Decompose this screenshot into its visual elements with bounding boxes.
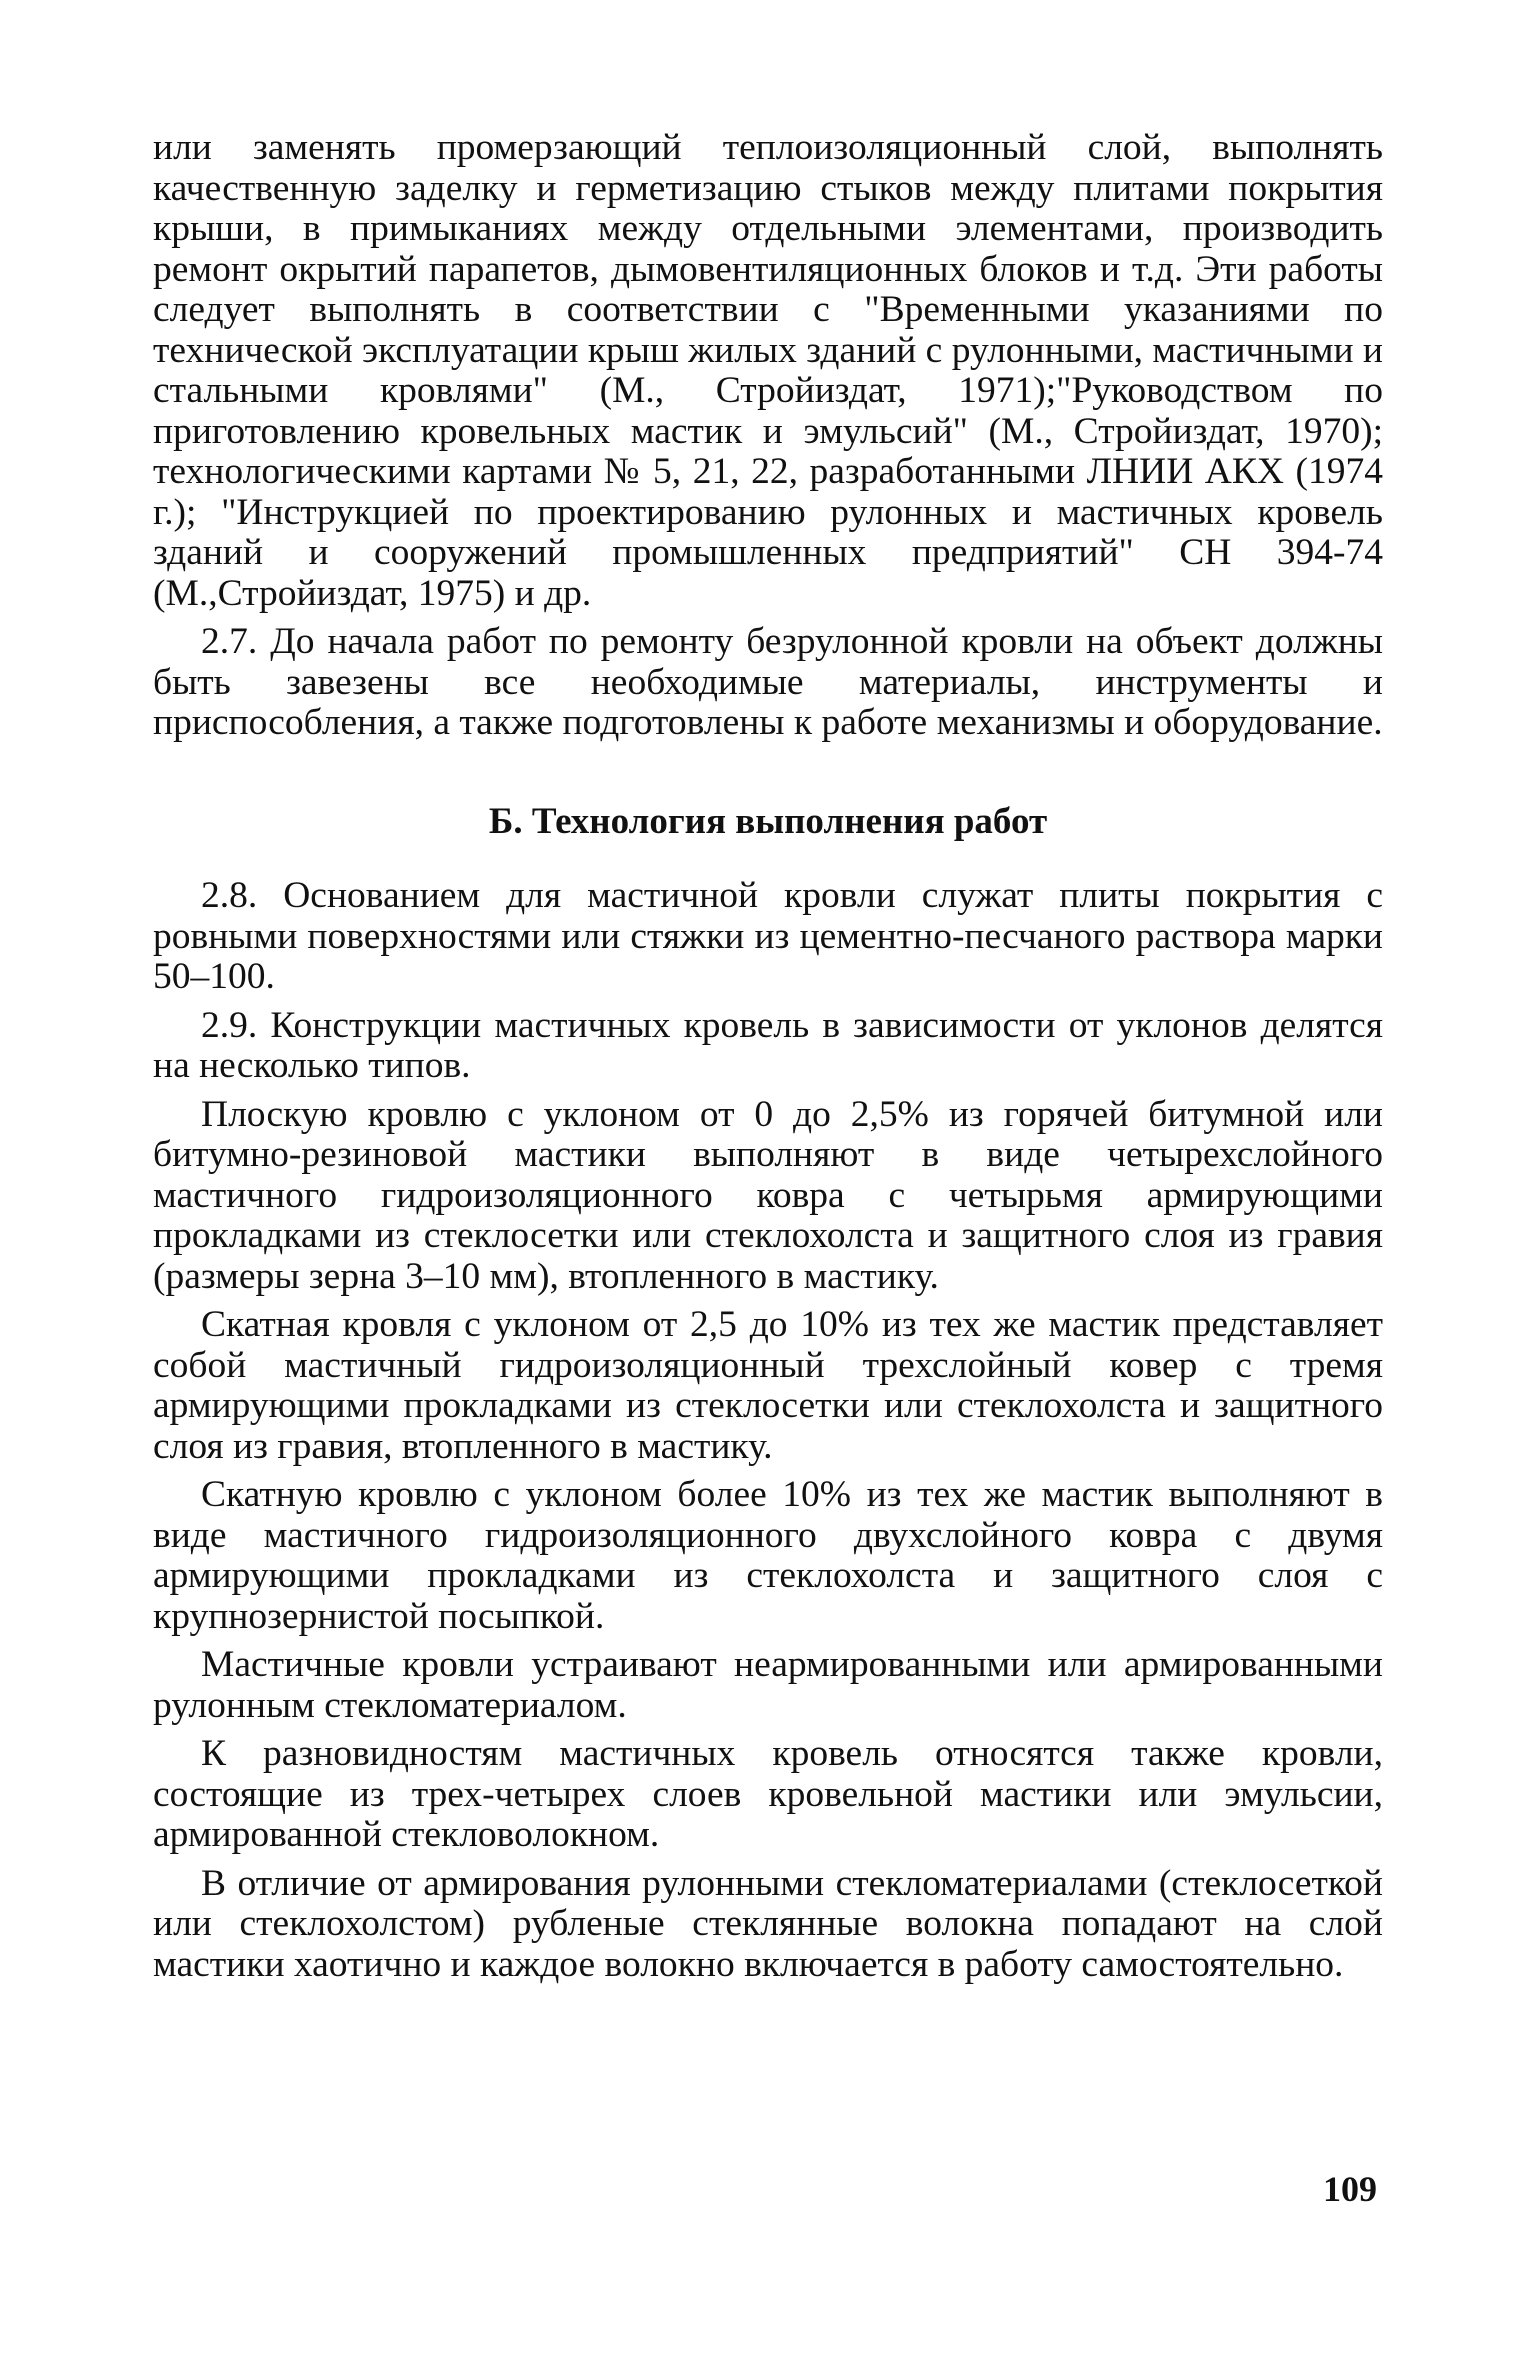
paragraph-steep-roof: Скатную кровлю с уклоном более 10% из тех же мастик выполняют в виде мастичного гидроизоляционного двухслойного ковра с двумя армирующими прокладками из стеклохолста и защитного слоя с крупнозернистой посыпкой. [153,1474,1383,1637]
paragraph-continuation: или заменять промерзающий теплоизоляционный слой, выполнять качественную заделку и герметизацию стыков между плитами покрытия крыши, в примыканиях между отдельными элементами, производить ремонт окрытий парапетов, дымовентиляционных блоков и т.д. Эти работы следует выполнять в соответствии с "Временными указаниями по технической эксплуатации крыш жилых зданий с рулонными, мастичными и стальными кровлями" (М., Стройиздат, 1971);"Руководством по приготовлению кровельных мастик и эмульсий" (М., Стройиздат, 1970); технологическими картами № 5, 21, 22, разработанными ЛНИИ АКХ (1974 г.); "Инструкцией по проектированию рулонных и мастичных кровель зданий и сооружений промышленных предприятий" СН 394-74 (М.,Стройиздат, 1975) и др. [153,127,1383,614]
paragraph-flat-roof: Плоскую кровлю с уклоном от 0 до 2,5% из горячей битумной или битумно-резиновой мастики выполняют в виде четырехслойного мастичного гидроизоляционного ковра с четырьмя армирующими прокладками из стеклосетки или стеклохолста и защитного слоя из гравия (размеры зерна 3–10 мм), втопленного в мастику. [153,1093,1383,1297]
paragraph-pitched-roof: Скатная кровля с уклоном от 2,5 до 10% из тех же мастик представляет собой мастичный гидроизоляционный трехслойный ковер с тремя армирующими прокладками из стеклосетки или стеклохолста и защитного слоя из гравия, втопленного в мастику. [153,1304,1383,1467]
section-heading: Б. Технология выполнения работ [488,800,1048,842]
paragraph-varieties: К разновидностям мастичных кровель относятся также кровли, состоящие из трех-четырех слоев кровельной мастики или эмульсии, армированной стекловолокном. [153,1733,1383,1855]
paragraph-2-8: 2.8. Основанием для мастичной кровли служат плиты покрытия с ровными поверхностями или стяжки из цементно-песчаного раствора марки 50–100. [153,875,1383,997]
page-number: 109 [1323,2169,1377,2209]
paragraph-fibers: В отличие от армирования рулонными стекломатериалами (стеклосеткой или стеклохолстом) рубленые стеклянные волокна попадают на слой мастики хаотично и каждое волокно включается в работу самостоятельно. [153,1862,1383,1985]
paragraph-reinforcement: Мастичные кровли устраивают неармированными или армированными рулонным стекломатериалом. [153,1644,1383,1726]
paragraph-2-9: 2.9. Конструкции мастичных кровель в зависимости от уклонов делятся на несколько типов. [153,1004,1383,1086]
paragraph-2-7: 2.7. До начала работ по ремонту безрулонной кровли на объект должны быть завезены все необходимые материалы, инструменты и приспособления, а также подготовлены к работе механизмы и оборудование. [153,621,1383,743]
document-page [153,128,1383,1985]
